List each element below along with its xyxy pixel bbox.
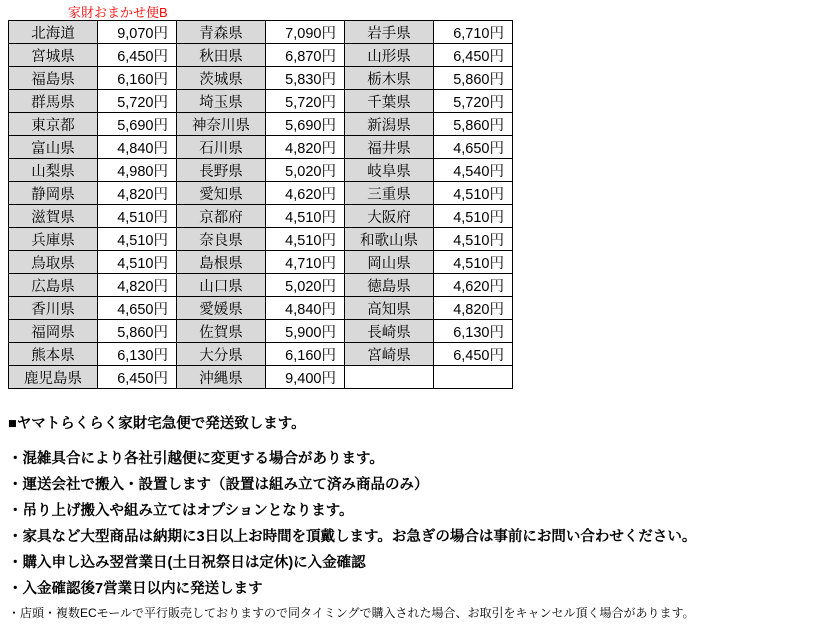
price-cell: 4,510円 [98,251,177,274]
price-cell: 4,650円 [98,297,177,320]
price-cell: 5,720円 [434,90,513,113]
prefecture-cell: 青森県 [176,21,265,44]
price-cell: 4,650円 [434,136,513,159]
price-cell: 4,510円 [434,205,513,228]
table-row [9,182,513,205]
prefecture-cell: 熊本県 [9,343,98,366]
table-row [9,44,513,67]
price-cell: 6,160円 [98,67,177,90]
price-cell: 4,510円 [266,228,345,251]
prefecture-cell: 山形県 [344,44,433,67]
prefecture-cell: 千葉県 [344,90,433,113]
prefecture-cell: 沖縄県 [176,366,265,389]
prefecture-cell: 秋田県 [176,44,265,67]
table-row [9,297,513,320]
prefecture-cell: 徳島県 [344,274,433,297]
price-cell: 4,820円 [266,136,345,159]
price-cell: 5,900円 [266,320,345,343]
price-cell: 4,820円 [98,274,177,297]
table-row [9,251,513,274]
prefecture-cell: 静岡県 [9,182,98,205]
price-cell: 6,130円 [434,320,513,343]
prefecture-cell: 滋賀県 [9,205,98,228]
prefecture-cell: 栃木県 [344,67,433,90]
notes-heading: ■ヤマトらくらく家財宅急便で発送致します。 [8,416,306,432]
shipping-fee-table [8,20,513,389]
price-cell: 4,510円 [434,228,513,251]
prefecture-cell: 石川県 [176,136,265,159]
prefecture-cell: 大阪府 [344,205,433,228]
prefecture-cell: 奈良県 [176,228,265,251]
table-row [9,320,513,343]
notes-section [8,412,808,626]
prefecture-cell: 愛媛県 [176,297,265,320]
price-cell: 6,710円 [434,21,513,44]
price-cell: 4,620円 [434,274,513,297]
price-cell: 4,510円 [434,251,513,274]
prefecture-cell: 岡山県 [344,251,433,274]
price-cell: 4,710円 [266,251,345,274]
prefecture-cell: 福岡県 [9,320,98,343]
note-line: ・運送会社で搬入・設置します（設置は組み立て済み商品のみ） [8,477,429,493]
prefecture-cell: 埼玉県 [176,90,265,113]
prefecture-cell: 兵庫県 [9,228,98,251]
prefecture-cell: 岩手県 [344,21,433,44]
prefecture-cell: 新潟県 [344,113,433,136]
price-cell: 5,860円 [98,320,177,343]
prefecture-cell: 宮崎県 [344,343,433,366]
price-cell: 4,540円 [434,159,513,182]
table-row [9,21,513,44]
prefecture-cell: 群馬県 [9,90,98,113]
price-cell: 6,130円 [98,343,177,366]
price-cell: 4,510円 [434,182,513,205]
price-cell: 5,690円 [266,113,345,136]
prefecture-cell: 鹿児島県 [9,366,98,389]
prefecture-cell: 宮城県 [9,44,98,67]
table-row [9,113,513,136]
prefecture-cell: 長崎県 [344,320,433,343]
prefecture-cell: 和歌山県 [344,228,433,251]
note-line-small: ・店頭・複数ECモールで平行販売しておりますので同タイミングで購入された場合、お取引をキャンセル頂く場合があります。 [8,606,695,620]
price-cell: 5,690円 [98,113,177,136]
price-cell: 6,450円 [434,343,513,366]
note-line: ・入金確認後7営業日以内に発送します [8,581,263,597]
prefecture-cell: 大分県 [176,343,265,366]
prefecture-cell: 長野県 [176,159,265,182]
note-line: ・購入申し込み翌営業日(土日祝祭日は定休)に入金確認 [8,555,366,571]
prefecture-cell: 山口県 [176,274,265,297]
price-cell: 6,450円 [98,44,177,67]
table-row [9,159,513,182]
price-cell: 6,450円 [98,366,177,389]
price-cell: 4,510円 [266,205,345,228]
price-cell: 4,510円 [98,205,177,228]
prefecture-cell: 広島県 [9,274,98,297]
prefecture-cell: 佐賀県 [176,320,265,343]
price-cell: 5,830円 [266,67,345,90]
table-row [9,366,513,389]
prefecture-cell: 島根県 [176,251,265,274]
prefecture-cell: 高知県 [344,297,433,320]
page-title: 家財おまかせ便B [68,5,168,20]
prefecture-cell: 福井県 [344,136,433,159]
price-cell: 4,840円 [98,136,177,159]
price-cell: 4,820円 [434,297,513,320]
price-cell: 5,020円 [266,274,345,297]
table-row [9,343,513,366]
prefecture-cell: 香川県 [9,297,98,320]
price-cell: 4,980円 [98,159,177,182]
price-cell: 5,020円 [266,159,345,182]
table-row [9,90,513,113]
price-cell: 5,860円 [434,67,513,90]
price-cell: 5,860円 [434,113,513,136]
price-cell: 5,720円 [266,90,345,113]
price-cell: 9,070円 [98,21,177,44]
table-row [9,136,513,159]
prefecture-cell: 三重県 [344,182,433,205]
prefecture-cell: 茨城県 [176,67,265,90]
table-body [9,21,513,389]
prefecture-cell: 愛知県 [176,182,265,205]
prefecture-cell: 東京都 [9,113,98,136]
price-cell: 6,160円 [266,343,345,366]
empty-cell [344,366,433,389]
table-row [9,205,513,228]
price-cell: 6,870円 [266,44,345,67]
note-line: ・混雑具合により各社引越便に変更する場合があります。 [8,451,384,467]
table-row [9,228,513,251]
prefecture-cell: 鳥取県 [9,251,98,274]
price-cell: 6,450円 [434,44,513,67]
price-cell: 9,400円 [266,366,345,389]
prefecture-cell: 山梨県 [9,159,98,182]
prefecture-cell: 北海道 [9,21,98,44]
price-cell: 4,510円 [98,228,177,251]
prefecture-cell: 神奈川県 [176,113,265,136]
price-cell: 4,840円 [266,297,345,320]
table-row [9,274,513,297]
empty-cell [434,366,513,389]
price-cell: 7,090円 [266,21,345,44]
table-row [9,67,513,90]
prefecture-cell: 富山県 [9,136,98,159]
price-cell: 4,820円 [98,182,177,205]
prefecture-cell: 福島県 [9,67,98,90]
note-line: ・吊り上げ搬入や組み立てはオプションとなります。 [8,503,354,519]
note-line: ・家具など大型商品は納期に3日以上お時間を頂戴します。お急ぎの場合は事前にお問い合わせください。 [8,529,697,545]
prefecture-cell: 岐阜県 [344,159,433,182]
price-cell: 4,620円 [266,182,345,205]
price-cell: 5,720円 [98,90,177,113]
prefecture-cell: 京都府 [176,205,265,228]
